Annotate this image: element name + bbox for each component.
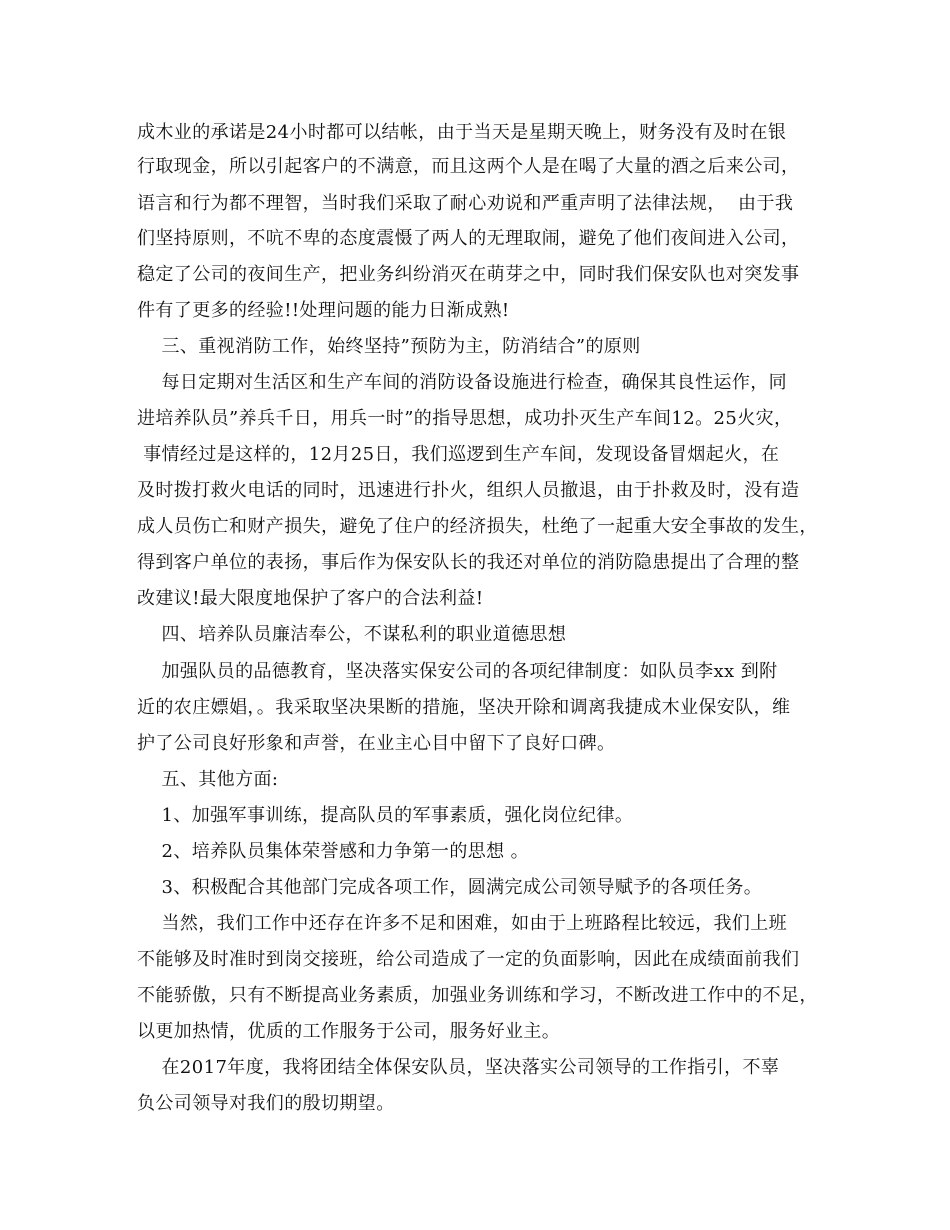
text-line: 进培养队员”养兵千日，用兵一时”的指导思想，成功扑灭生产车间12。25火灾， <box>137 408 793 429</box>
text-line: 行取现金，所以引起客户的不满意，而且这两个人是在喝了大量的酒之后来公司， <box>137 156 800 177</box>
text-line: 当然，我们工作中还存在许多不足和困难，如由于上班路程比较远，我们上班 <box>137 913 788 934</box>
text-line: 改建议!最大限度地保护了客户的合法利益! <box>137 588 484 609</box>
list-item: 3、积极配合其他部门完成各项工作，圆满完成公司领导赋予的各项任务。 <box>137 877 763 898</box>
text-line: 护了公司良好形象和声誉，在业主心目中留下了良好口碑。 <box>137 733 616 754</box>
text-line: 们坚持原则，不吭不卑的态度震慑了两人的无理取闹，避免了他们夜间进入公司， <box>137 228 800 249</box>
text-line: 不能骄傲，只有不断提高业务素质，加强业务训练和学习，不断改进工作中的不足， <box>137 985 818 1006</box>
text-line: 以更加热情，优质的工作服务于公司，服务好业主。 <box>137 1021 561 1042</box>
list-item: 2、培养队员集体荣誉感和力争第一的思想 。 <box>137 841 530 862</box>
text-line: 得到客户单位的表扬，事后作为保安队长的我还对单位的消防隐患提出了合理的整 <box>137 552 800 573</box>
section-heading: 三、重视消防工作，始终坚持”预防为主，防消结合”的原则 <box>137 336 641 357</box>
text-line: 近的农庄嫖娼，。我采取坚决果断的措施，坚决开除和调离我捷成木业保安队，维 <box>137 697 791 718</box>
text-line: 负公司领导对我们的殷切期望。 <box>137 1093 395 1114</box>
text-line: 成木业的承诺是24小时都可以结帐，由于当天是星期天晚上，财务没有及时在银 <box>137 122 787 143</box>
text-line: 及时拨打救火电话的同时，迅速进行扑火，组织人员撤退，由于扑救及时，没有造 <box>137 480 800 501</box>
text-line: 事情经过是这样的，12月25日，我们巡逻到生产车间，发现设备冒烟起火，在 <box>137 444 780 465</box>
section-heading: 四、培养队员廉洁奉公，不谋私利的职业道德思想 <box>137 624 567 645</box>
text-line: 成人员伤亡和财产损失，避免了住户的经济损失，杜绝了一起重大安全事故的发生， <box>137 516 818 537</box>
text-line: 件有了更多的经验!!处理问题的能力日渐成熟! <box>137 300 510 321</box>
text-line: 不能够及时准时到岗交接班，给公司造成了一定的负面影响，因此在成绩面前我们 <box>137 949 800 970</box>
text-line: 每日定期对生活区和生产车间的消防设备设施进行检查，确保其良性运作，同 <box>137 372 788 393</box>
text-line: 语言和行为都不理智，当时我们采取了耐心劝说和严重声明了法律法规， 由于我 <box>137 193 794 214</box>
text-line: 稳定了公司的夜间生产，把业务纠纷消灭在萌芽之中，同时我们保安队也对突发事 <box>137 264 800 285</box>
text-line: 加强队员的品德教育，坚决落实保安公司的各项纪律制度：如队员李xx 到附 <box>137 661 778 682</box>
text-line: 在2017年度，我将团结全体保安队员，坚决落实公司领导的工作指引，不辜 <box>137 1057 780 1078</box>
list-item: 1、加强军事训练，提高队员的军事素质，强化岗位纪律。 <box>137 805 634 826</box>
section-heading: 五、其他方面: <box>137 769 279 790</box>
